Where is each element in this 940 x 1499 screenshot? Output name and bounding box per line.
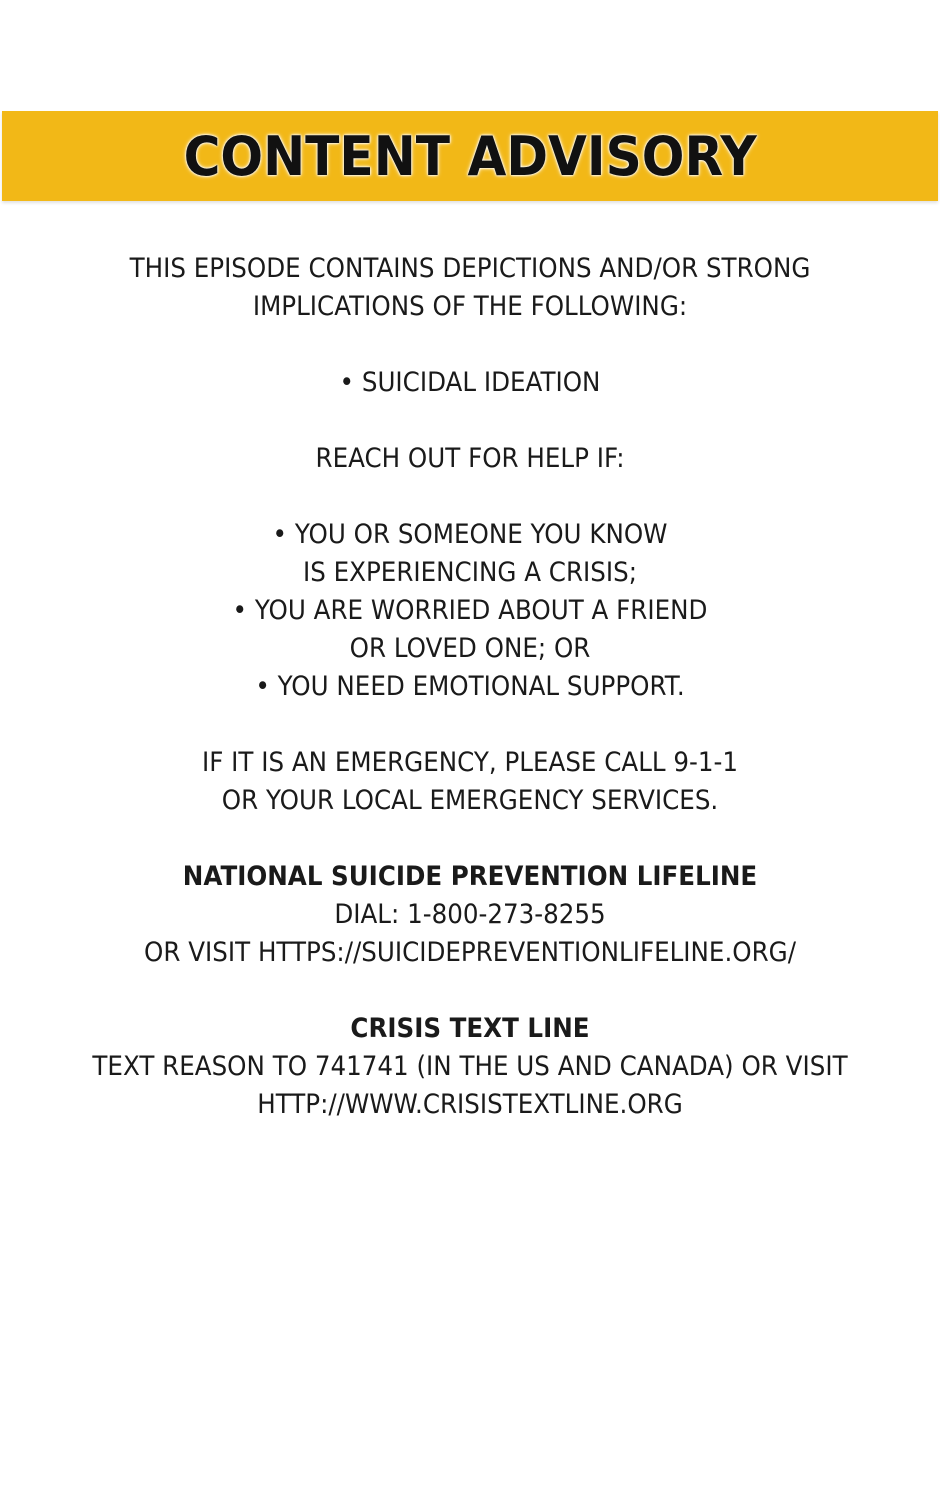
help-heading: REACH OUT FOR HELP IF:	[315, 443, 625, 474]
help-bullet-line: IS EXPERIENCING A CRISIS;	[302, 557, 637, 588]
help-bullet-line: • YOU NEED EMOTIONAL SUPPORT.	[255, 671, 685, 702]
topic-item: • SUICIDAL IDEATION	[339, 367, 601, 398]
crisis-text-heading: CRISIS TEXT LINE	[350, 1013, 590, 1044]
lifeline-url[interactable]: OR VISIT HTTPS://SUICIDEPREVENTIONLIFELINE.ORG/	[144, 937, 796, 968]
crisis-text-url[interactable]: HTTP://WWW.CRISISTEXTLINE.ORG	[257, 1089, 683, 1120]
banner-title: CONTENT ADVISORY	[183, 124, 757, 188]
lifeline-dial: DIAL: 1-800-273-8255	[334, 899, 606, 930]
advisory-body	[20, 250, 920, 1124]
help-bullet-line: • YOU ARE WORRIED ABOUT A FRIEND	[232, 595, 708, 626]
help-bullet-line: • YOU OR SOMEONE YOU KNOW	[272, 519, 668, 550]
crisis-text-instructions: TEXT REASON TO 741741 (IN THE US AND CANADA) OR VISIT	[92, 1051, 848, 1082]
emergency-line-2: OR YOUR LOCAL EMERGENCY SERVICES.	[221, 785, 719, 816]
help-bullet-line: OR LOVED ONE; OR	[349, 633, 591, 664]
intro-line-1: THIS EPISODE CONTAINS DEPICTIONS AND/OR STRONG	[129, 253, 811, 284]
lifeline-heading: NATIONAL SUICIDE PREVENTION LIFELINE	[182, 861, 758, 892]
intro-line-2: IMPLICATIONS OF THE FOLLOWING:	[252, 291, 688, 322]
emergency-line-1: IF IT IS AN EMERGENCY, PLEASE CALL 9-1-1	[201, 747, 739, 778]
content-advisory-banner	[2, 111, 938, 201]
